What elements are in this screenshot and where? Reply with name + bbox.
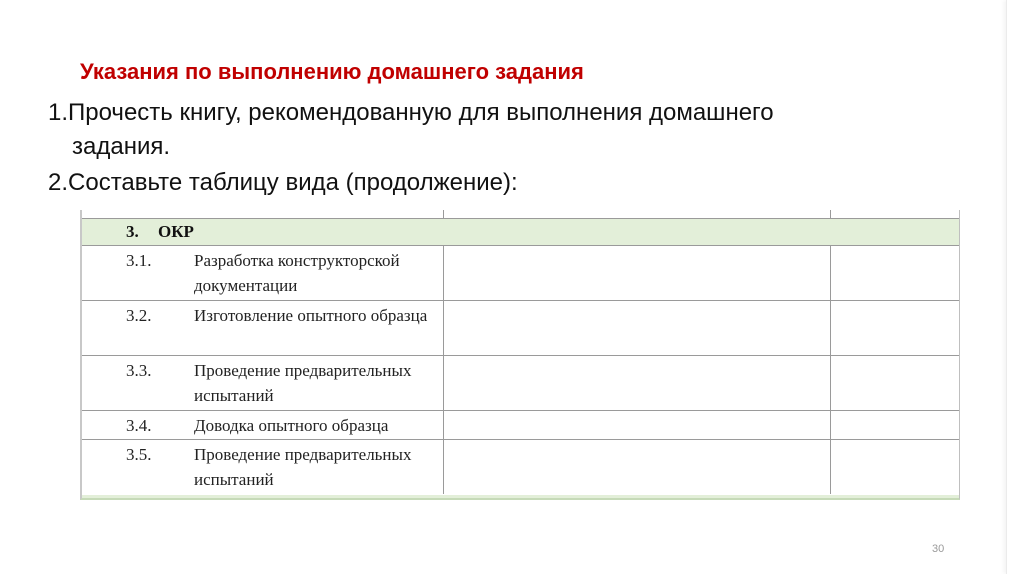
task-table — [80, 210, 960, 500]
row-number: 3.1. — [126, 251, 152, 270]
section-row — [82, 219, 959, 246]
column-divider — [830, 210, 831, 218]
page-number: 30 — [932, 543, 945, 555]
column-divider — [443, 440, 444, 494]
row-number: 3.4. — [126, 416, 152, 435]
column-divider — [443, 411, 444, 439]
section-number: 3. — [126, 222, 139, 241]
table-row — [82, 246, 959, 301]
column-divider — [443, 301, 444, 355]
instruction-item-2: 2.Составьте таблицу вида (продолжение): — [48, 169, 518, 196]
table-bottom-fill — [82, 495, 959, 498]
table-row — [82, 411, 959, 440]
instruction-item-1-continuation: задания. — [72, 133, 171, 160]
row-text: Проведение предварительных испытаний — [194, 361, 412, 405]
column-divider — [830, 246, 831, 300]
table-top-strip — [82, 210, 959, 219]
column-divider — [443, 356, 444, 410]
column-divider — [830, 301, 831, 355]
column-divider — [443, 246, 444, 300]
section-title: ОКР — [158, 222, 194, 241]
row-text: Разработка конструкторской документации — [194, 251, 400, 295]
row-number: 3.3. — [126, 361, 152, 380]
slide-right-edge — [1006, 0, 1024, 574]
column-divider — [443, 210, 444, 218]
table-row — [82, 440, 959, 494]
instruction-item-1: 1.Прочесть книгу, рекомендованную для выполнения домашнего — [48, 99, 774, 126]
row-text: Изготовление опытного образца — [194, 306, 428, 325]
column-divider — [830, 411, 831, 439]
column-divider — [830, 440, 831, 494]
table-row — [82, 301, 959, 356]
row-text: Доводка опытного образца — [194, 416, 389, 435]
slide-heading: Указания по выполнению домашнего задания — [80, 59, 584, 84]
table-row — [82, 356, 959, 411]
row-number: 3.5. — [126, 445, 152, 464]
column-divider — [830, 356, 831, 410]
row-text: Проведение предварительных испытаний — [194, 445, 412, 489]
row-number: 3.2. — [126, 306, 152, 325]
